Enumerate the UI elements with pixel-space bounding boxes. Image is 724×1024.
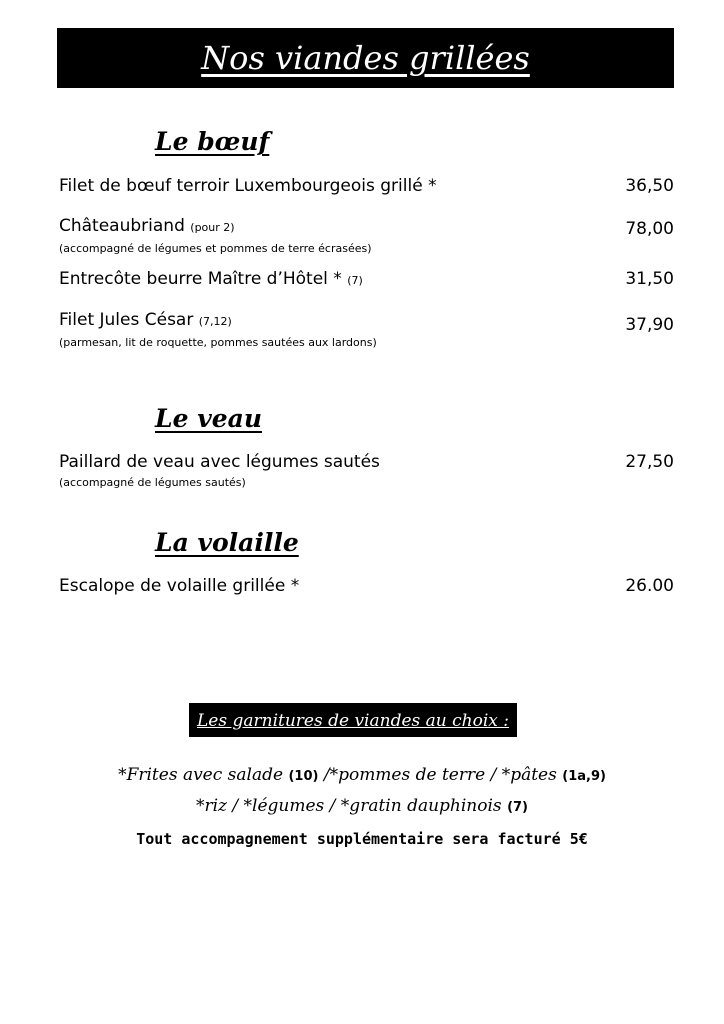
menu-item (59, 309, 674, 351)
menu-item (59, 575, 674, 597)
garnish-allergen: (1a,9) (562, 769, 606, 784)
item-name: Châteaubriand (59, 216, 185, 236)
item-price: 27,50 (625, 452, 674, 472)
section-title-veau: Le veau (155, 404, 262, 433)
menu-item (59, 175, 674, 197)
menu-item (59, 215, 674, 257)
item-name: Filet Jules César (59, 310, 194, 330)
garnish-allergen: (7) (507, 800, 528, 815)
item-name: Filet de bœuf terroir Luxembourgeois grillé * (59, 176, 437, 196)
title-banner (57, 28, 674, 88)
garnish-allergen: (10) (288, 769, 319, 784)
item-description: (parmesan, lit de roquette, pommes sautées aux lardons) (59, 336, 377, 349)
item-price: 78,00 (625, 219, 674, 239)
item-price: 26.00 (625, 576, 674, 596)
garnish-text: /*pommes de terre / *pâtes (323, 765, 557, 785)
garnitures-line-2 (0, 796, 724, 816)
section-title-volaille: La volaille (155, 528, 299, 557)
item-price: 31,50 (625, 269, 674, 289)
item-note: (7) (347, 274, 363, 287)
garnish-text: *Frites avec salade (118, 765, 284, 785)
garnitures-line-1 (0, 765, 724, 785)
page-title: Nos viandes grillées (201, 39, 530, 77)
menu-item (59, 268, 674, 292)
item-price: 37,90 (625, 315, 674, 335)
menu-item (59, 451, 674, 491)
item-name: Escalope de volaille grillée * (59, 576, 300, 596)
garnitures-title: Les garnitures de viandes au choix : (189, 703, 517, 737)
item-name: Entrecôte beurre Maître d’Hôtel * (59, 269, 342, 289)
item-note: (7,12) (198, 315, 232, 328)
item-name: Paillard de veau avec légumes sautés (59, 452, 380, 472)
item-description: (accompagné de légumes et pommes de terre écrasées) (59, 242, 372, 255)
item-note: (pour 2) (190, 221, 235, 234)
item-price: 36,50 (625, 176, 674, 196)
section-title-boeuf: Le bœuf (155, 127, 270, 156)
item-description: (accompagné de légumes sautés) (59, 476, 246, 489)
garnish-text: *riz / *légumes / *gratin dauphinois (195, 796, 502, 816)
extra-charge-note: Tout accompagnement supplémentaire sera facturé 5€ (136, 830, 588, 848)
